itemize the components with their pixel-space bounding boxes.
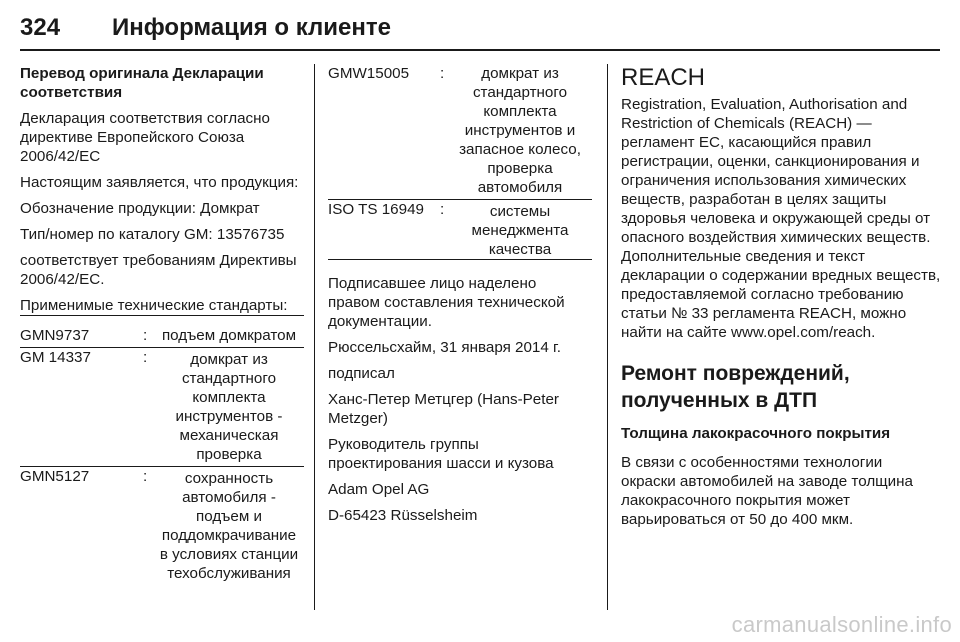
spec-colon: : [440,65,445,82]
declaration-intro: Декларация соответствия согласно директиве Европейского Союза 2006/42/EC [20,110,270,165]
spec-colon: : [143,468,148,485]
repair-heading: Ремонт повреждений, полученных в ДТП [621,362,850,412]
spec-code: GMN5127 [20,468,90,485]
declaration-heading: Перевод оригинала Декларации соответствия [20,65,264,101]
spec-description: подъем домкратом [161,327,297,344]
part-number: Тип/номер по каталогу GM: 13576735 [20,226,285,243]
paint-text: В связи с особенностями технологии окраски автомобилей на заводе толщина лакокрасочного покрытия может варьироваться от 50 до 400 мкм. [621,454,913,528]
column-left [20,64,304,583]
page-header [20,0,940,51]
authorization-text: Подписавшее лицо наделено правом составления технической документации. [328,275,565,330]
reach-text: Registration, Evaluation, Authorisation and Restriction of Chemicals (REACH) — регламент ЕС, касающийся правил регистрации, оценки, санкционирования и ограничения использования химических веществ, разработан в целях защиты здоровья человека и окружающей среды от опасного воздействия химических веществ. Дополнительные сведения и текст декларации о содержании вредных веществ, предоставляемой согласно требованию статьи № 33 регламента REACH, можно найти на сайте www.opel.com/reach. [621,96,941,341]
signer-role: Руководитель группы проектирования шасси и кузова [328,436,554,472]
conformity-statement: соответствует требованиям Директивы 2006/42/EC. [20,252,297,288]
paint-heading: Толщина лакокрасочного покрытия [621,425,891,442]
signer-name: Ханс-Петер Метцгер (Hans-Peter Metzger) [328,391,559,427]
spec-row [20,347,304,464]
reach-heading: REACH [621,64,706,91]
column-right [621,64,941,536]
spec-description: домкрат из стандартного комплекта инструментов - механическая проверка [175,351,283,463]
column-divider-2 [607,64,608,610]
column-middle [328,64,592,532]
standards-intro: Применимые технические стандарты: [20,296,304,316]
spec-code: GMN9737 [20,327,90,344]
spec-description: домкрат из стандартного комплекта инструментов и запасное колесо, проверка автомобиля [459,65,581,196]
place-date: Рюссельсхайм, 31 января 2014 г. [328,339,561,356]
watermark: carmanualsonline.info [731,612,952,637]
spec-code: GM 14337 [20,349,91,366]
signed-label: подписал [328,365,395,382]
spec-row [328,64,592,197]
company-name: Adam Opel AG [328,481,430,498]
spec-row [20,466,304,583]
spec-description: системы менеджмента качества [471,203,569,258]
spec-row [20,326,304,345]
spec-description: сохранность автомобиля - подъем и поддомкрачивание в условиях станции техобслуживания [159,470,299,582]
spec-code: GMW15005 [328,65,410,82]
page-title: Информация о клиенте [112,14,391,41]
declaration-statement: Настоящим заявляется, что продукция: [20,174,299,191]
spec-code: ISO TS 16949 [328,201,424,218]
spec-colon: : [143,349,148,366]
spec-colon: : [143,327,148,344]
column-divider-1 [314,64,315,610]
company-address: D-65423 Rüsselsheim [328,507,478,524]
product-name: Обозначение продукции: Домкрат [20,200,260,217]
spec-colon: : [440,201,445,218]
spec-row [328,199,592,260]
page-number: 324 [20,14,61,41]
